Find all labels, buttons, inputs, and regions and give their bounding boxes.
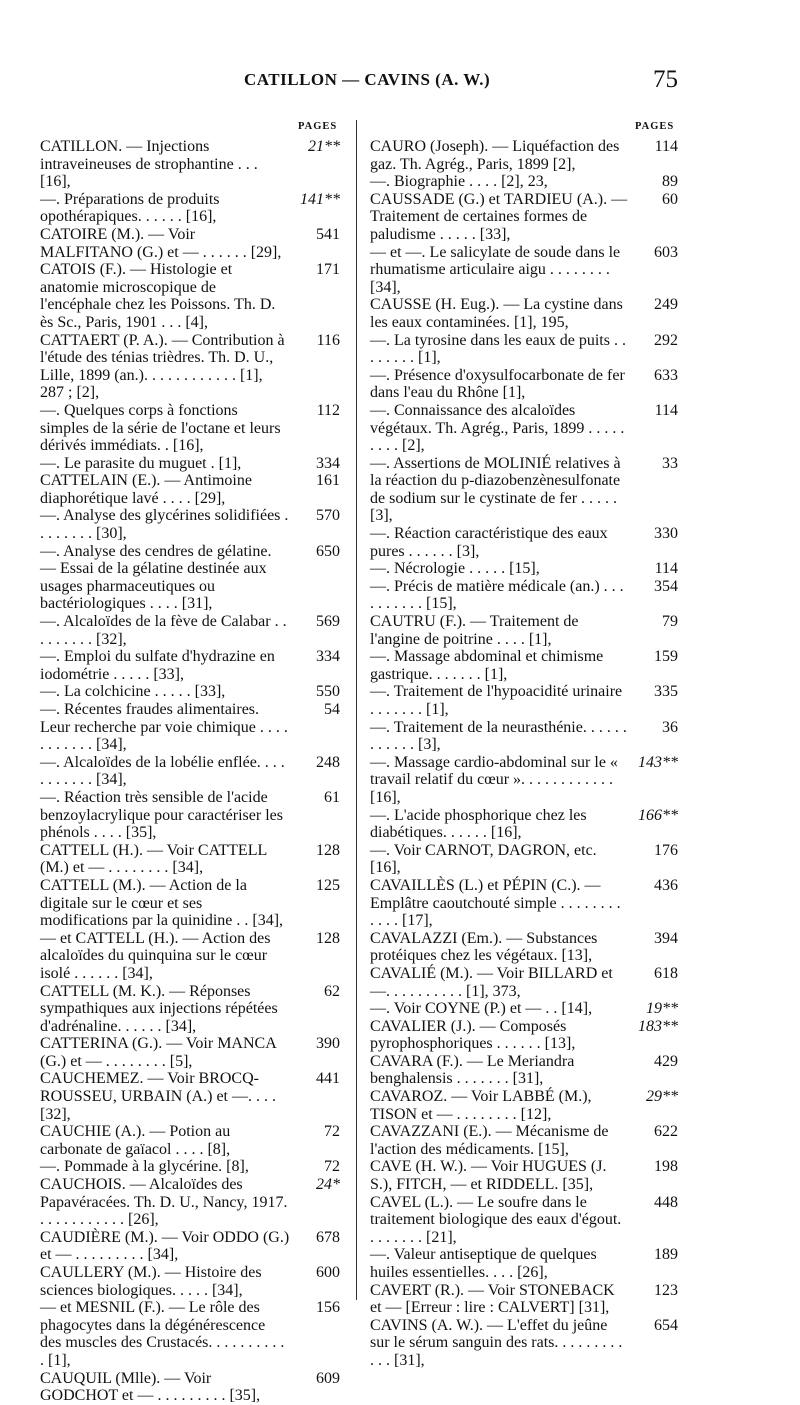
index-entry (40, 402, 340, 455)
entry-page: 354 (654, 577, 678, 595)
entry-text: CAUSSE (H. Eug.). — La cystine dans les eaux contaminées. [1], 195, (370, 296, 623, 331)
entry-text: —. Préparations de produits opothérapiques. . . . . . [16], (40, 190, 220, 226)
entry-text: —. Analyse des glycérines solidifiées . . . . . . . . [30], (40, 507, 289, 543)
entry-text: —. Alcaloïdes de la fève de Calabar . . . . . . . . . [32], (40, 613, 287, 648)
index-entry (370, 842, 678, 877)
entry-text: CAUCHEMEZ. — Voir BROCQ-ROUSSEU, URBAIN (A.) et —. . . . [32], (40, 1070, 276, 1123)
index-entry (40, 1035, 340, 1070)
index-entry (40, 1264, 340, 1299)
running-head (0, 66, 800, 96)
left-column (40, 138, 340, 1405)
index-entry (40, 983, 340, 1036)
index-entry (40, 1176, 340, 1229)
column-divider (356, 120, 357, 1300)
entry-text: CATTELL (M. K.). — Réponses sympathiques aux injections répétées d'adrénaline. . . . . . [34], (40, 982, 278, 1035)
entry-text: — et CATTELL (H.). — Action des alcaloïdes du quinquina sur le cœur isolé . . . . . . [34], (40, 929, 271, 982)
index-entry (40, 701, 340, 754)
entry-page: 654 (654, 1316, 678, 1334)
entry-text: —. Réaction très sensible de l'acide benzoylacrylique pour caractériser les phénols . . . . [35], (40, 788, 283, 842)
entry-text: —. Présence d'oxysulfocarbonate de fer dans l'eau du Rhône [1], (370, 366, 625, 402)
entry-text: — et —. Le salicylate de soude dans le rhumatisme articulaire aigu . . . . . . . . [34], (370, 243, 621, 296)
index-entry (370, 1246, 678, 1281)
entry-page: 60 (662, 190, 678, 208)
entry-page: 141** (300, 190, 340, 208)
entry-page: 436 (654, 876, 678, 894)
entry-text: CAUSSADE (G.) et TARDIEU (A.). — Traitement de certaines formes de paludisme . . . . . [33], (370, 190, 628, 243)
entry-text: —. La colchicine . . . . . [33], (40, 683, 226, 701)
entry-page: 618 (654, 964, 678, 982)
index-entry (40, 191, 340, 226)
entry-page: 114 (654, 560, 678, 578)
index-entry (40, 877, 340, 930)
pages-label-left: PAGES (298, 121, 338, 132)
entry-page: 441 (316, 1070, 340, 1088)
entry-page: 603 (654, 243, 678, 261)
entry-page: 79 (662, 613, 678, 631)
entry-page: 622 (654, 1123, 678, 1141)
index-entry (370, 1088, 678, 1123)
entry-text: —. La tyrosine dans les eaux de puits . . . . . . . . [1], (370, 331, 626, 367)
entry-page: 24* (316, 1176, 340, 1194)
entry-page: 128 (316, 929, 340, 947)
entry-text: CAULLERY (M.). — Histoire des sciences biologiques. . . . . [34], (40, 1264, 262, 1299)
index-entry (370, 965, 678, 1000)
index-entry (40, 613, 340, 648)
entry-text: CAUTRU (F.). — Traitement de l'angine de poitrine . . . . [1], (370, 613, 579, 648)
entry-page: 609 (316, 1369, 340, 1387)
entry-text: —. Récentes fraudes alimentaires. Leur recherche par voie chimique . . . . . . . . . . . [34], (40, 701, 288, 754)
entry-text: —. Emploi du sulfate d'hydrazine en iodométrie . . . . . [33], (40, 648, 275, 683)
index-entry (40, 455, 340, 473)
entry-page: 114 (654, 138, 678, 155)
entry-text: —. Quelques corps à fonctions simples de la série de l'octane et leurs dérivés immédiats. . [16], (40, 401, 281, 455)
index-entry (370, 578, 678, 613)
running-head-title: CATILLON — CAVINS (A. W.) (244, 70, 491, 89)
entry-text: —. Précis de matière médicale (an.) . . . . . . . . . . [15], (370, 577, 624, 613)
entry-page: 161 (316, 472, 340, 490)
index-entry (40, 1123, 340, 1158)
index-entry (370, 1000, 678, 1018)
index-entry (370, 1158, 678, 1193)
entry-text: CATILLON. — Injections intraveineuses de strophantine . . . [16], (40, 138, 258, 191)
entry-page: 61 (324, 788, 340, 806)
index-entry (370, 1053, 678, 1088)
entry-page: 550 (316, 683, 340, 701)
index-entry (370, 296, 678, 331)
index-entry (370, 807, 678, 842)
entry-text: — et MESNIL (F.). — Le rôle des phagocytes dans la dégénérescence des muscles des Crustacés. . . . . . . . . . . [1], (40, 1299, 285, 1369)
entry-page: 156 (316, 1299, 340, 1317)
entry-page: 72 (324, 1123, 340, 1141)
entry-text: CAVAILLÈS (L.) et PÉPIN (C.). — Emplâtre caoutchouté simple . . . . . . . . . . . . [17], (370, 876, 621, 930)
entry-text: —. Biographie . . . . [2], 23, (370, 173, 548, 191)
entry-text: CATTELL (H.). — Voir CATTELL (M.) et — . . . . . . . . [34], (40, 841, 267, 877)
index-entry (370, 719, 678, 754)
entry-page: 114 (654, 401, 678, 419)
entry-page: 112 (316, 401, 340, 419)
entry-page: 159 (654, 648, 678, 666)
index-entry (40, 1229, 340, 1264)
index-entry (370, 332, 678, 367)
entry-text: —. Analyse des cendres de gélatine. — Essai de la gélatine destinée aux usages pharmaceutiques ou bactériologiques . . . . [31], (40, 542, 272, 613)
entry-page: 29** (646, 1088, 678, 1106)
entry-text: —. Traitement de l'hypoacidité urinaire . . . . . . . [1], (370, 683, 623, 718)
entry-page: 116 (316, 331, 340, 349)
index-entry (40, 842, 340, 877)
entry-page: 292 (654, 331, 678, 349)
entry-text: CAVERT (R.). — Voir STONEBACK et — [Erreur : lire : CALVERT] [31], (370, 1281, 615, 1317)
entry-page: 72 (324, 1158, 340, 1176)
index-entry (370, 402, 678, 455)
index-entry (370, 754, 678, 807)
index-entry (370, 648, 678, 683)
index-entry (40, 683, 340, 701)
index-entry (40, 789, 340, 842)
entry-page: 171 (316, 261, 340, 279)
entry-text: —. Valeur antiseptique de quelques huiles essentielles. . . . [26], (370, 1246, 597, 1281)
index-entry (40, 754, 340, 789)
index-entry (370, 560, 678, 578)
entry-page: 448 (654, 1193, 678, 1211)
entry-text: CAVAROZ. — Voir LABBÉ (M.), TISON et — . . . . . . . . [12], (370, 1088, 592, 1123)
entry-page: 36 (662, 718, 678, 736)
entry-page: 569 (316, 613, 340, 631)
index-entry (370, 1123, 678, 1158)
entry-page: 198 (654, 1158, 678, 1176)
entry-text: CAUCHOIS. — Alcaloïdes des Papavéracées. Th. D. U., Nancy, 1917. . . . . . . . . . . . [26], (40, 1176, 288, 1229)
index-entry (40, 332, 340, 402)
entry-text: —. Voir CARNOT, DAGRON, etc. [16], (370, 841, 597, 877)
index-entry (40, 507, 340, 542)
entry-page: 189 (654, 1246, 678, 1264)
entry-page: 335 (654, 683, 678, 701)
entry-page: 128 (316, 841, 340, 859)
entry-page: 678 (316, 1228, 340, 1246)
entry-text: —. Massage abdominal et chimisme gastrique. . . . . . . [1], (370, 648, 604, 683)
entry-text: CAVARA (F.). — Le Meriandra benghalensis . . . . . . . [31], (370, 1052, 575, 1088)
entry-page: 541 (316, 225, 340, 243)
entry-text: CAURO (Joseph). — Liquéfaction des gaz. Th. Agrég., Paris, 1899 [2], (370, 138, 620, 173)
entry-page: 33 (662, 454, 678, 472)
entry-text: CAVALIÉ (M.). — Voir BILLARD et —. . . . . . . . . . [1], 373, (370, 964, 613, 1000)
index-entry (40, 1070, 340, 1123)
entry-page: 176 (654, 841, 678, 859)
entry-text: —. L'acide phosphorique chez les diabétiques. . . . . . [16], (370, 806, 587, 842)
entry-page: 650 (316, 542, 340, 560)
entry-page: 62 (324, 982, 340, 1000)
page-number: 75 (653, 66, 678, 93)
entry-page: 89 (662, 173, 678, 191)
entry-page: 183** (638, 1017, 678, 1035)
index-entry (370, 613, 678, 648)
entry-text: CAVALIER (J.). — Composés pyrophosphoriques . . . . . . [13], (370, 1017, 576, 1053)
entry-text: CATTELL (M.). — Action de la digitale sur le cœur et ses modifications par la quinidine . . [34], (40, 876, 284, 930)
index-entry (40, 1158, 340, 1176)
entry-text: —. Nécrologie . . . . . [15], (370, 560, 540, 578)
entry-text: CAUCHIE (A.). — Potion au carbonate de gaïacol . . . . [8], (40, 1123, 231, 1158)
index-entry (370, 138, 678, 173)
entry-page: 394 (654, 929, 678, 947)
entry-page: 123 (654, 1281, 678, 1299)
index-entry (40, 543, 340, 613)
entry-text: —. Réaction caractéristique des eaux pures . . . . . . [3], (370, 525, 608, 560)
pages-label-right: PAGES (635, 121, 675, 132)
index-entry (370, 244, 678, 297)
entry-text: —. Alcaloïdes de la lobélie enflée. . . . . . . . . . . [34], (40, 753, 285, 789)
entry-text: CAVAZZANI (E.). — Mécanisme de l'action des médicaments. [15], (370, 1123, 609, 1158)
entry-text: —. Pommade à la glycérine. [8], (40, 1158, 249, 1176)
index-entry (370, 525, 678, 560)
entry-text: CATTELAIN (E.). — Antimoine diaphorétique lavé . . . . [29], (40, 472, 252, 507)
index-entry (370, 930, 678, 965)
entry-page: 429 (654, 1052, 678, 1070)
index-entry (40, 648, 340, 683)
index-entry (370, 1194, 678, 1247)
entry-page: 334 (316, 648, 340, 666)
index-entry (370, 455, 678, 525)
entry-page: 633 (654, 366, 678, 384)
entry-page: 334 (316, 454, 340, 472)
entry-page: 570 (316, 507, 340, 525)
index-entry (370, 1282, 678, 1317)
entry-page: 600 (316, 1264, 340, 1281)
entry-text: CAUDIÈRE (M.). — Voir ODDO (G.) et — . . . . . . . . . [34], (40, 1228, 290, 1264)
index-entry (40, 1299, 340, 1369)
index-entry (40, 261, 340, 331)
entry-text: CATOIS (F.). — Histologie et anatomie microscopique de l'encéphale chez les Poissons. Th. D. ès Sc., Paris, 1901 . . . [4], (40, 261, 276, 331)
entry-text: —. Le parasite du muguet . [1], (40, 454, 242, 472)
entry-page: 330 (654, 525, 678, 543)
index-entry (40, 226, 340, 261)
entry-text: —. Connaissance des alcaloïdes végétaux. Th. Agrég., Paris, 1899 . . . . . . . . . [2], (370, 401, 625, 455)
entry-text: —. Traitement de la neurasthénie. . . . . . . . . . . . [3], (370, 718, 627, 754)
entry-page: 143** (638, 753, 678, 771)
index-entry (40, 138, 340, 191)
index-entry (370, 173, 678, 191)
entry-text: CAVE (H. W.). — Voir HUGUES (J. S.), FITCH, — et RIDDELL. [35], (370, 1158, 607, 1194)
entry-page: 125 (316, 876, 340, 894)
index-entry (370, 877, 678, 930)
index-entry (370, 367, 678, 402)
entry-page: 21** (308, 138, 340, 155)
entry-text: CAVEL (L.). — Le soufre dans le traitement biologique des eaux d'égout. . . . . . . . [21], (370, 1193, 622, 1246)
entry-text: —. Voir COYNE (P.) et — . . [14], (370, 1000, 593, 1018)
entry-text: CAVALAZZI (Em.). — Substances protéiques chez les végétaux. [13], (370, 929, 598, 965)
entry-text: CATTERINA (G.). — Voir MANCA (G.) et — . . . . . . . . [5], (40, 1035, 276, 1070)
right-column (370, 138, 678, 1370)
entry-text: CAVINS (A. W.). — L'effet du jeûne sur le sérum sanguin des rats. . . . . . . . . . . . [31], (370, 1316, 623, 1369)
index-entry (370, 1317, 678, 1370)
entry-text: —. Assertions de MOLINIÉ relatives à la réaction du p-diazobenzènesulfonate de sodium sur le cystinate de fer . . . . . [3], (370, 454, 621, 525)
entry-text: CATOIRE (M.). — Voir MALFITANO (G.) et — . . . . . . [29], (40, 225, 282, 261)
index-entry (40, 930, 340, 983)
index-entry (370, 683, 678, 718)
index-entry (370, 1018, 678, 1053)
entry-page: 54 (324, 701, 340, 718)
index-entry (40, 472, 340, 507)
entry-page: 249 (654, 296, 678, 314)
entry-page: 19** (646, 1000, 678, 1018)
entry-text: —. Massage cardio-abdominal sur le « travail relatif du cœur ». . . . . . . . . . . . [16], (370, 753, 618, 806)
entry-text: CATTAERT (P. A.). — Contribution à l'étude des ténias trièdres. Th. D. U., Lille, 1899 (an.). . . . . . . . . . . . [1], 287 ; [2], (40, 331, 285, 402)
entry-page: 390 (316, 1035, 340, 1053)
entry-page: 166** (638, 806, 678, 824)
index-entry (370, 191, 678, 244)
entry-page: 248 (316, 753, 340, 771)
entry-text: CAUQUIL (Mlle). — Voir GODCHOT et — . . . . . . . . . [35], (40, 1369, 261, 1405)
index-entry (40, 1370, 340, 1405)
